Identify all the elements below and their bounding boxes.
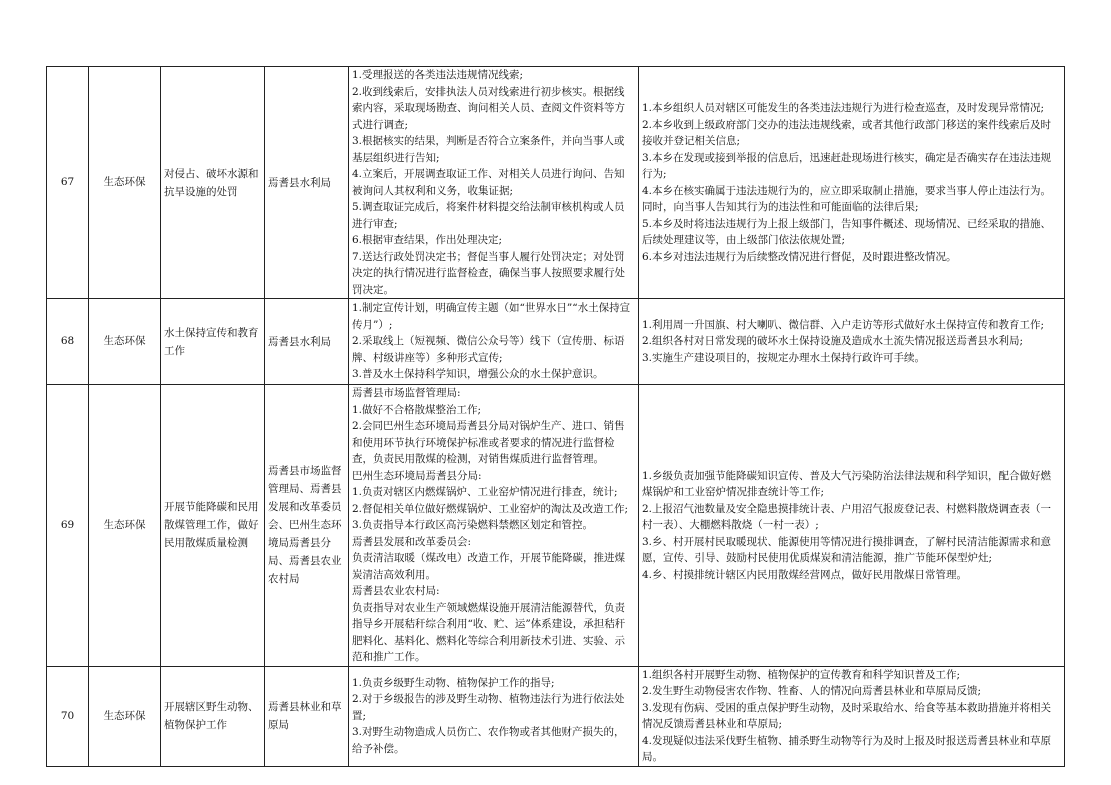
duty-line: 6.根据审查结果，作出处理决定; [352, 234, 503, 246]
duty-line: 1.本乡组织人员对辖区可能发生的各类违法违规行为进行检查巡查，及时发现异常情况; [642, 102, 1045, 114]
duty-line: 1.制定宣传计划，明确宣传主题（如“世界水日”“水土保持宣传月”）; [352, 302, 631, 331]
row-number: 68 [47, 299, 89, 385]
row-number: 70 [47, 666, 89, 766]
duty-line: 3.普及水土保持科学知识，增强公众的水土保护意识。 [352, 368, 604, 381]
item-cell: 水土保持宣传和教育工作 [161, 299, 265, 385]
duty-line: 3.对野生动物造成人员伤亡、农作物或者其他财产损失的，给予补偿。 [352, 726, 625, 755]
duty-line: 4.立案后，开展调查取证工作、对相关人员进行询问、告知被询问人其权利和义务，收集证据; [352, 168, 625, 197]
row-number: 67 [47, 67, 89, 299]
county-duties-cell [349, 67, 639, 299]
category-cell: 生态环保 [89, 385, 161, 667]
department-cell: 焉耆县水利局 [265, 299, 349, 385]
county-duties-cell [349, 385, 639, 667]
duty-line: 2.会同巴州生态环境局焉耆县分局对锅炉生产、进口、销售和使用环节执行环境保护标准或者要求的情况进行监督检查，负责民用散煤的检测，对销售煤质进行监督管理。 [352, 420, 625, 465]
category-cell: 生态环保 [89, 67, 161, 299]
duty-line: 5.调查取证完成后，将案件材料提交给法制审核机构或人员进行审查; [352, 201, 625, 230]
duty-line: 3.实施生产建设项目的，按规定办理水土保持行政许可手续。 [642, 351, 926, 364]
duty-line: 2.组织各村对日常发现的破坏水土保持设施及造成水土流失情况报送焉耆县水利局; [642, 335, 1024, 348]
duty-line: 1.利用周一升国旗、村大喇叭、微信群、入户走访等形式做好水土保持宣传和教育工作; [642, 318, 1045, 331]
table-row [47, 666, 1065, 766]
item-cell: 开展节能降碳和民用散煤管理工作，做好民用散煤质量检测 [161, 385, 265, 667]
duty-line: 巴州生态环境局焉耆县分局: [352, 469, 482, 482]
township-duties-cell [639, 385, 1065, 667]
duty-line: 焉耆县市场监督管理局: [352, 387, 461, 399]
item-cell: 对侵占、破坏水源和抗旱设施的处罚 [161, 67, 265, 299]
duty-line: 2.发生野生动物侵害农作物、牲畜、人的情况向焉耆县林业和草原局反馈; [642, 685, 982, 697]
duty-line: 负责清洁取暖（煤改电）改造工作，开展节能降碳，推进煤炭清洁高效利用。 [352, 552, 625, 581]
department-cell: 焉耆县林业和草原局 [265, 666, 349, 766]
township-duties-cell [639, 299, 1065, 385]
department-cell: 焉耆县水利局 [265, 67, 349, 299]
county-duties-cell [349, 666, 639, 766]
table-row [47, 385, 1065, 667]
duty-line: 2.对于乡级报告的涉及野生动物、植物违法行为进行依法处置; [352, 693, 625, 722]
duty-line: 3.乡、村开展村民取暖现状、能源使用等情况进行摸排调查，了解村民清洁能源需求和意愿，宣传、引导、鼓励村民使用优质煤炭和清洁能源，推广节能环保型炉灶; [642, 535, 1052, 564]
duty-line: 4.发现疑似违法采伐野生植物、捕杀野生动物等行为及时上报及时报送焉耆县林业和草原局。 [642, 734, 1052, 763]
duty-line: 4.本乡在核实确属于违法违规行为的，应立即采取制止措施，要求当事人停止违法行为。同时，向当事人告知其行为的违法性和可能面临的法律后果; [642, 184, 1052, 213]
table-row [47, 67, 1065, 299]
duty-line: 焉耆县农业农村局: [352, 585, 440, 597]
duty-line: 2.督促相关单位做好燃煤锅炉、工业窑炉的淘汰及改造工作; [352, 502, 629, 515]
duty-list-table [46, 66, 1065, 767]
duty-line: 2.上报沼气池数量及安全隐患摸排统计表、户用沼气报废登记表、村燃料散烧调查表（一村一表）、大棚燃料散烧（一村一表）; [642, 502, 1052, 531]
duty-line: 1.受理报送的各类违法违规情况线索; [352, 69, 524, 81]
duty-line: 3.发现有伤病、受困的重点保护野生动物，及时采取给水、给食等基本救助措施并将相关情况反馈焉耆县林业和草原局; [642, 701, 1052, 730]
duty-line: 1.负责乡级野生动物、植物保护工作的指导; [352, 676, 555, 689]
township-duties-cell [639, 666, 1065, 766]
duty-line: 1.负责对辖区内燃煤锅炉、工业窑炉情况进行排查，统计; [352, 486, 618, 498]
row-number: 69 [47, 385, 89, 667]
category-cell: 生态环保 [89, 299, 161, 385]
item-cell: 开展辖区野生动物、植物保护工作 [161, 666, 265, 766]
duty-line: 2.采取线上（短视频、微信公众号等）线下（宣传册、标语牌、村级讲座等）多种形式宣传; [352, 335, 625, 364]
department-cell: 焉耆县市场监督管理局、焉耆县发展和改革委员会、巴州生态环境局焉耆县分局、焉耆县农业农村局 [265, 385, 349, 667]
township-duties-cell [639, 67, 1065, 299]
duty-line: 2.收到线索后，安排执法人员对线索进行初步核实。根据线索内容，采取现场勘查、询问相关人员、查阅文件资料等方式进行调查; [352, 85, 625, 131]
duty-line: 4.乡、村摸排统计辖区内民用散煤经营网点，做好民用散煤日常管理。 [642, 568, 968, 581]
duty-line: 1.做好不合格散煤整治工作; [352, 403, 482, 416]
duty-line: 1.乡级负责加强节能降碳知识宣传、普及大气污染防治法律法规和科学知识，配合做好燃煤锅炉和工业窑炉情况排查统计等工作; [642, 469, 1052, 498]
category-cell: 生态环保 [89, 666, 161, 766]
duty-line: 负责指导对农业生产领域燃煤设施开展清洁能源替代，负责指导乡开展秸秆综合利用“收、贮、运”体系建设，承担秸秆肥料化、基料化、燃料化等综合利用新技术引进、实验、示范和推广工作。 [352, 601, 626, 663]
duty-line: 焉耆县发展和改革委员会: [352, 535, 472, 548]
duty-line: 3.本乡在发现或接到举报的信息后，迅速赶赴现场进行核实，确定是否确实存在违法违规行为; [642, 151, 1052, 180]
duty-line: 6.本乡对违法违规行为后续整改情况进行督促，及时跟进整改情况。 [642, 250, 957, 263]
duty-line: 7.送达行政处罚决定书；督促当事人履行处罚决定；对处罚决定的执行情况进行监督检查，确保当事人按照要求履行处罚决定。 [352, 250, 625, 296]
table-row [47, 299, 1065, 385]
duty-line: 2.本乡收到上级政府部门交办的违法违规线索，或者其他行政部门移送的案件线索后及时接收并登记相关信息; [642, 118, 1052, 147]
duty-line: 3.根据核实的结果，判断是否符合立案条件，并向当事人或基层组织进行告知; [352, 135, 625, 164]
county-duties-cell [349, 299, 639, 385]
duty-line: 1.组织各村开展野生动物、植物保护的宣传教育和科学知识普及工作; [642, 668, 961, 681]
duty-line: 3.负责指导本行政区高污染燃料禁燃区划定和管控。 [352, 519, 594, 531]
duty-line: 5.本乡及时将违法违规行为上报上级部门，告知事件概述、现场情况、已经采取的措施、后续处理建议等，由上级部门依法依规处置; [642, 217, 1052, 246]
